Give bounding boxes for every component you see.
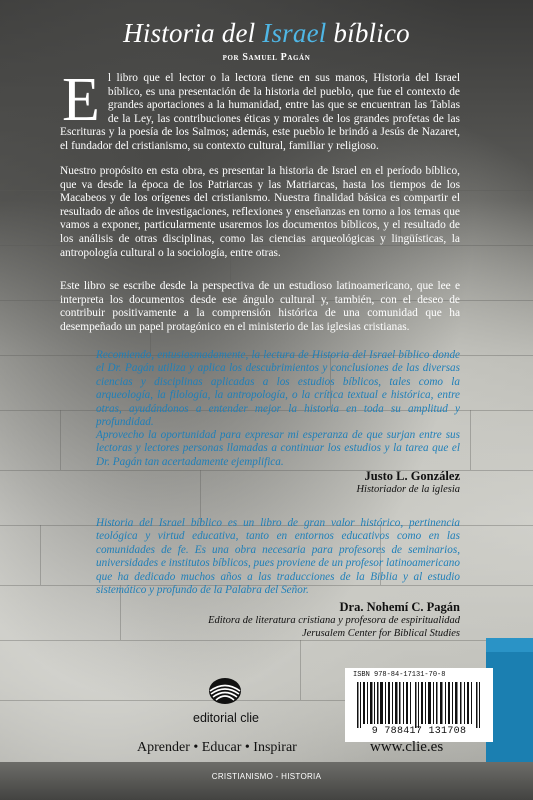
title-accent: Israel	[262, 18, 327, 48]
signature-role-1: Historiador de la iglesia	[356, 484, 460, 495]
barcode-icon	[357, 682, 481, 728]
title-part-1: Historia del	[123, 18, 263, 48]
intro-paragraph	[60, 66, 460, 154]
purpose-paragraph: Nuestro propósito en esta obra, es presentar la historia de Israel en el período bíblico, que va desde la época de los Patriarcas y las Matriarcas, hasta los tiempos de los Macabeos y de los orígenes del cristianismo. Nuestra finalidad básica es compartir el resultado de años de investigaciones, reflexiones y enseñanzas en torno a los temas que vamos a exponer, particularmente usaremos los documentos bíblicos, y el resultado de los análisis de otras disciplinas, como las ciencias arqueológicas y lingüísticas, la antropología cultural o la sociología, entre otras.	[60, 165, 460, 259]
endorsement-signature-2	[208, 600, 460, 640]
signature-name-2: Dra. Nohemí C. Pagán	[339, 600, 460, 614]
signature-name-1: Justo L. González	[364, 469, 460, 483]
book-title	[0, 18, 533, 49]
bottom-band	[0, 762, 533, 800]
tagline: Aprender • Educar • Inspirar	[137, 740, 297, 755]
publisher-logo-icon	[202, 676, 248, 706]
barcode-digits: 9 788417 131708	[371, 726, 467, 737]
drop-cap: E	[62, 66, 100, 134]
barcode-box	[345, 668, 493, 742]
author-line: por Samuel Pagán	[222, 52, 311, 63]
signature-role-2a: Editora de literatura cristiana y profesora de espiritualidad	[208, 615, 460, 626]
blue-spine-tab-highlight	[486, 638, 533, 652]
perspective-paragraph: Este libro se escribe desde la perspectiva de un estudioso latinoamericano, que lee e interpreta los documentos desde ese ángulo cultural y, también, con el deseo de contribuir positivamente a la comprensión histórica de una comunidad que ha desempeñado un papel protagónico en el ministerio de las iglesias cristianas.	[60, 280, 460, 333]
signature-role-2b: Jerusalem Center for Biblical Studies	[301, 627, 460, 639]
title-part-2: bíblico	[326, 18, 410, 48]
endorsement-quote-3: Historia del Israel bíblico es un libro de gran valor histórico, pertinencia teológica y virtud educativa, tanto en entornos educativos como en las comunidades de fe. Es una obra necesaria para profesores de seminarios, universidades e institutos bíblicos, pues proviene de un profesor latinoamericano que ha dedicado muchos años a las traducciones de la Biblia y al estudio sistemático y profundo de la Palabra del Señor.	[96, 517, 460, 597]
publisher-name: editorial clie	[193, 711, 260, 725]
category-label: CRISTIANISMO - HISTORIA	[211, 772, 322, 781]
endorsement-quote-1: Recomiendo, entusiasmadamente, la lectura de Historia del Israel bíblico donde el Dr. Pagán utiliza y aplica los descubrimientos y conclusiones de las diversas ciencias y disciplinas aplicadas a los estudios bíblicos, tales como la arqueología, la filología, la antropología, o la crítica textual e histórica, entre otras, ayudándonos a entender mejor la historia en toda su amplitud y profundidad.	[96, 349, 460, 429]
intro-paragraph-text: l libro que el lector o la lectora tiene en sus manos, Historia del Israel bíblico, es una presentación de la historia del pueblo, que fue el contexto de grandes aportaciones a la humanidad, entre las que se encuentran las Tablas de la Ley, las contribuciones éticas y morales de los grandes profetas de las Escrituras y la poesía de los Salmos; además, este pueblo le brindó a Jesús de Nazaret, el fundador del cristianismo, su contexto cultural, familiar y religioso.	[60, 72, 460, 152]
endorsement-signature-1	[356, 469, 460, 497]
website-link[interactable]: www.clie.es	[370, 739, 444, 755]
endorsement-quote-2: Aprovecho la oportunidad para expresar mi esperanza de que surjan entre sus lectoras y lectores personas llamadas a continuar los estudios y la tarea que el Dr. Pagán tan acertadamente ejemplifica.	[96, 429, 460, 468]
isbn-label: ISBN 978-84-17131-70-8	[353, 671, 446, 679]
